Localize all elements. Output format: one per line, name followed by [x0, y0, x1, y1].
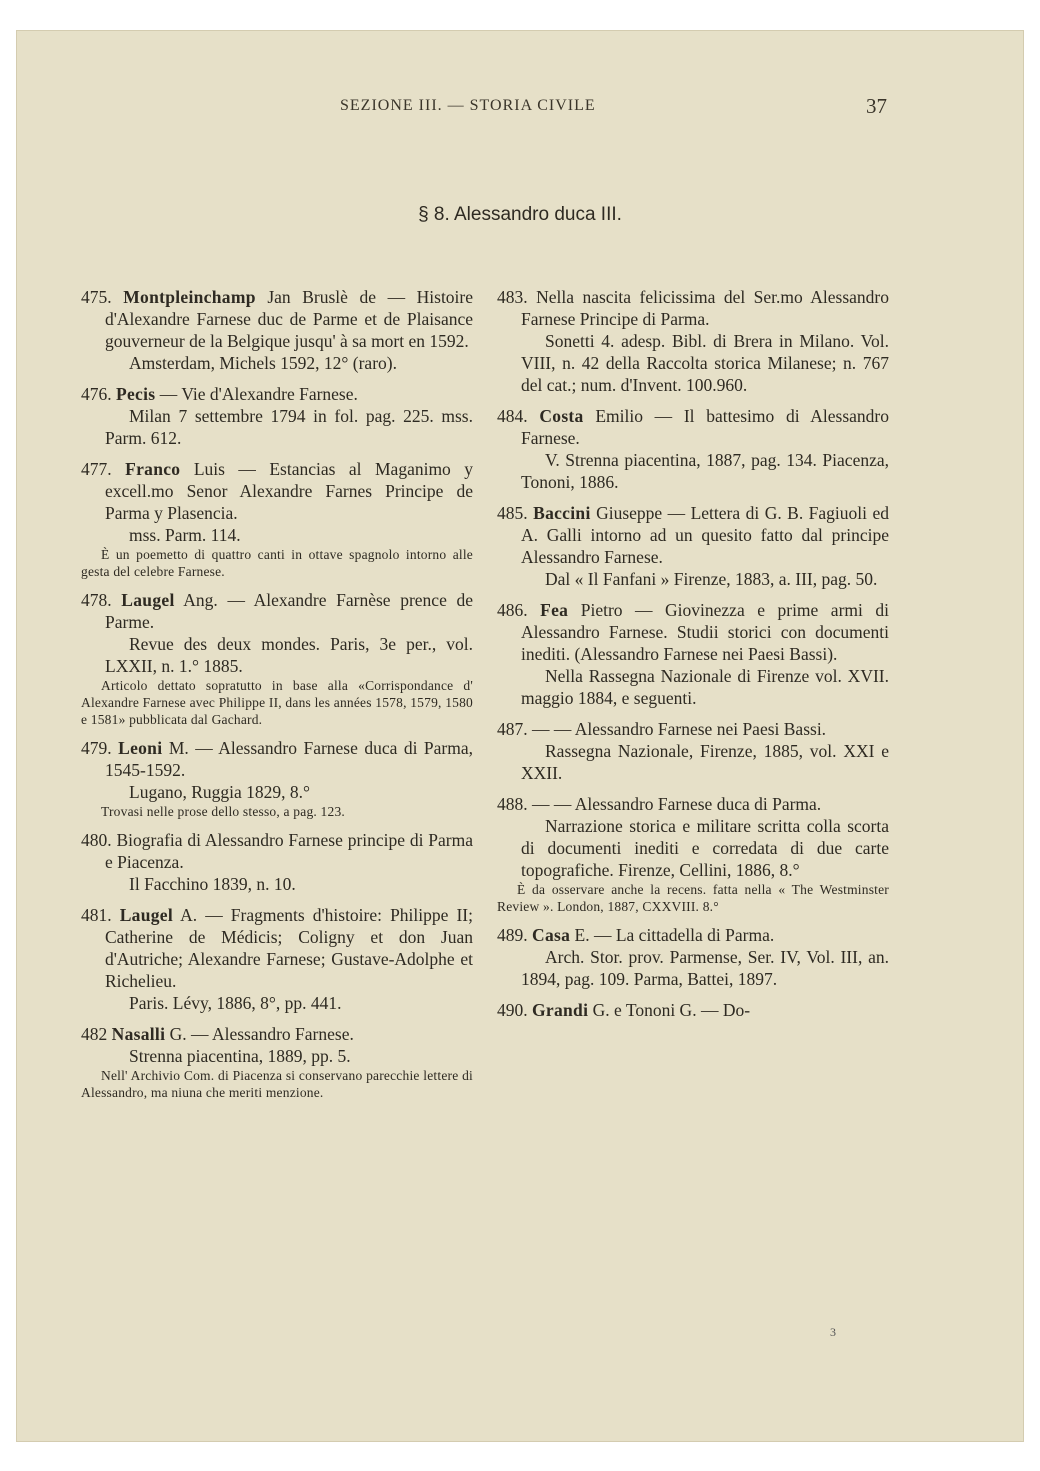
entry-note: Nell' Archivio Com. di Piacenza si conservano parecchie lettere di Alessandro, ma niuna che meriti menzione. — [81, 1068, 473, 1100]
entry-title: Nella nascita felicissima del Ser.mo Alessandro Farnese Principe di Parma. — [521, 287, 890, 329]
entry-title: Jan Bruslè de — Histoire d'Alexandre Farnese duc de Parme et de Plaisance gouverneur de la Belgique jusqu' à sa mort en 1592. — [105, 287, 474, 351]
entry-title: M. — Alessandro Farnese duca di Parma, 1545-1592. — [105, 738, 474, 780]
entry-number: 483. — [497, 287, 528, 307]
entry-publication: Narrazione storica e militare scritta colla scorta di documenti inediti e corredata di due carte topografiche. Firenze, Cellini, 1886, 8.° — [521, 816, 889, 880]
entry-number: 479. — [81, 738, 112, 758]
bibliography-entry — [81, 589, 473, 728]
entry-author: Leoni — [118, 738, 163, 758]
left-column — [81, 286, 473, 1110]
entry-note: È un poemetto di quattro canti in ottave spagnolo intorno alle gesta del celebre Farnese. — [81, 547, 473, 579]
entry-author: Laugel — [119, 905, 174, 925]
entry-author: Montpleinchamp — [123, 287, 256, 307]
entry-title: — Vie d'Alexandre Farnese. — [159, 384, 358, 404]
bibliography-entry — [81, 1023, 473, 1101]
entry-publication: Strenna piacentina, 1889, pp. 5. — [129, 1046, 351, 1066]
bibliography-entry — [497, 718, 889, 784]
entry-author: Fea — [540, 600, 569, 620]
entry-publication: Arch. Stor. prov. Parmense, Ser. IV, Vol. III, an. 1894, pag. 109. Parma, Battei, 1897. — [521, 947, 889, 989]
bibliography-entry — [81, 904, 473, 1014]
entry-note: Articolo dettato sopratutto in base alla «Corrispondance d' Alexandre Farnese avec Philippe II, dans les années 1578, 1579, 1580 e 1581» pubblicata dal Gachard. — [81, 678, 473, 727]
entry-note: Trovasi nelle prose dello stesso, a pag. 123. — [101, 804, 345, 819]
entry-number: 480. — [81, 830, 112, 850]
running-title: SEZIONE III. — STORIA CIVILE — [340, 97, 596, 114]
entry-publication: Sonetti 4. adesp. Bibl. di Brera in Milano. Vol. VIII, n. 42 della Raccolta storica Milanese; n. 767 del cat.; num. d'Invent. 100.960. — [521, 331, 889, 395]
entry-note: È da osservare anche la recens. fatta nella « The Westminster Review ». London, 1887, CXXVIII. 8.° — [497, 882, 889, 914]
entry-title: Pietro — Giovinezza e prime armi di Alessandro Farnese. Studii storici con documenti inediti. (Alessandro Farnese nei Paesi Bassi). — [521, 600, 889, 664]
section-title: § 8. Alessandro duca III. — [418, 204, 622, 225]
bibliography-entry — [81, 383, 473, 449]
entry-title: G. e Tononi G. — Do- — [592, 1000, 751, 1020]
bibliography-entry — [81, 458, 473, 580]
entry-publication: Dal « Il Fanfani » Firenze, 1883, a. III, pag. 50. — [545, 569, 878, 589]
entry-publication: V. Strenna piacentina, 1887, pag. 134. Piacenza, Tononi, 1886. — [521, 450, 889, 492]
entry-publication: Revue des deux mondes. Paris, 3e per., vol. LXXII, n. 1.° 1885. — [105, 634, 473, 676]
entry-title: G. — Alessandro Farnese. — [169, 1024, 354, 1044]
entry-number: 490. — [497, 1000, 528, 1020]
bibliography-entry — [497, 924, 889, 990]
entry-title: Biografia di Alessandro Farnese principe di Parma e Piacenza. — [105, 830, 474, 872]
entry-number: 477. — [81, 459, 112, 479]
bibliography-entry — [81, 286, 473, 374]
entry-number: 475. — [81, 287, 112, 307]
entry-publication: Lugano, Ruggia 1829, 8.° — [129, 782, 311, 802]
entry-number: 486. — [497, 600, 528, 620]
bibliography-entry — [81, 829, 473, 895]
entry-publication: Nella Rassegna Nazionale di Firenze vol. XVII. maggio 1884, e seguenti. — [521, 666, 889, 708]
printer-signature: 3 — [830, 1325, 836, 1339]
entry-author: Baccini — [533, 503, 591, 523]
bibliography-entry — [497, 286, 889, 396]
bibliography-entry — [497, 405, 889, 493]
entry-number: 489. — [497, 925, 528, 945]
entry-number: 485. — [497, 503, 528, 523]
entry-publication: Amsterdam, Michels 1592, 12° (raro). — [129, 353, 397, 373]
entry-publication: Rassegna Nazionale, Firenze, 1885, vol. XXI e XXII. — [521, 741, 889, 783]
entry-title: Ang. — Alexandre Farnèse prence de Parme. — [105, 590, 473, 632]
entry-publication: Milan 7 settembre 1794 in fol. pag. 225. mss. Parm. 612. — [105, 406, 473, 448]
entry-number: 487. — [497, 719, 528, 739]
entry-number: 482 — [81, 1024, 108, 1044]
entry-author: Costa — [539, 406, 584, 426]
entry-title: — — Alessandro Farnese nei Paesi Bassi. — [532, 719, 827, 739]
entry-number: 481. — [81, 905, 112, 925]
entry-author: Grandi — [532, 1000, 589, 1020]
bibliography-entry — [497, 599, 889, 709]
entry-publication: Paris. Lévy, 1886, 8°, pp. 441. — [129, 993, 342, 1013]
entry-author: Casa — [532, 925, 571, 945]
entry-title: Luis — Estancias al Maganimo y excell.mo Senor Alexandre Farnes Principe de Parma y Plasencia. — [105, 459, 474, 523]
entry-title: Giuseppe — Lettera di G. B. Fagiuoli ed A. Galli intorno ad un quesito fatto dal principe Alessandro Farnese. — [521, 503, 889, 567]
entry-author: Laugel — [121, 590, 175, 610]
entry-title: Emilio — Il battesimo di Alessandro Farnese. — [521, 406, 890, 448]
entry-number: 476. — [81, 384, 112, 404]
entry-title: E. — La cittadella di Parma. — [574, 925, 775, 945]
page-number: 37 — [866, 94, 887, 118]
entry-author: Pecis — [116, 384, 156, 404]
right-column — [497, 286, 889, 1030]
entry-title: A. — Fragments d'histoire: Philippe II; Catherine de Médicis; Coligny et don Juan d'Autriche; Alexandre Farnese; Gustave-Adolphe et Richelieu. — [105, 905, 473, 991]
entry-publication: mss. Parm. 114. — [129, 525, 241, 545]
entry-title: — — Alessandro Farnese duca di Parma. — [532, 794, 822, 814]
entry-number: 484. — [497, 406, 528, 426]
entry-publication: Il Facchino 1839, n. 10. — [129, 874, 296, 894]
bibliography-entry — [497, 793, 889, 915]
entry-number: 478. — [81, 590, 112, 610]
entry-number: 488. — [497, 794, 528, 814]
entry-author: Nasalli — [111, 1024, 166, 1044]
entry-author: Franco — [125, 459, 181, 479]
bibliography-entry — [497, 999, 889, 1021]
bibliography-entry — [81, 737, 473, 820]
bibliography-entry — [497, 502, 889, 590]
